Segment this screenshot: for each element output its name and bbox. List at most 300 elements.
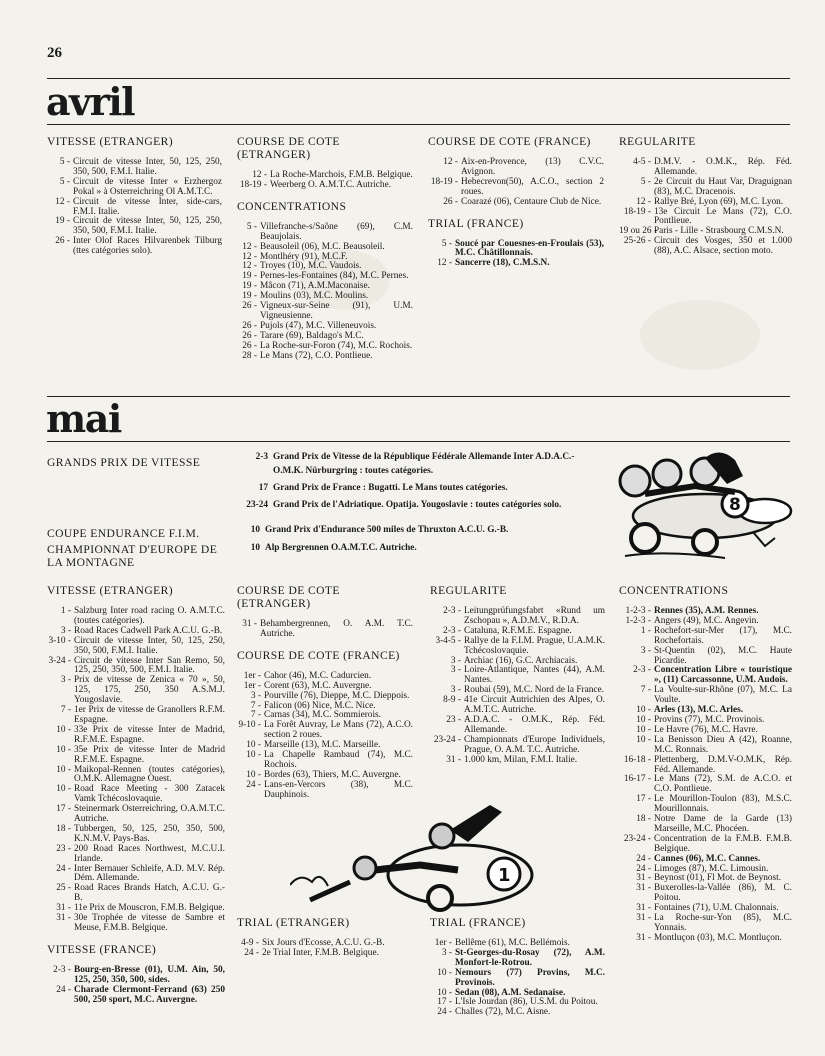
gp-list: [238, 450, 604, 515]
month-title-april: avril: [46, 79, 135, 124]
entry-row: [619, 627, 792, 647]
month-title-may: mai: [46, 396, 121, 441]
entry-row: [619, 795, 792, 815]
section-heading: TRIAL (FRANCE): [430, 916, 526, 929]
svg-text:1: 1: [498, 865, 511, 886]
entry-row: [47, 637, 225, 657]
entry-date: 31 -: [636, 883, 651, 894]
entry-date: 18-19 -: [623, 206, 651, 217]
entry-text: Plettenberg, D.M.V-O.M.K, Rép. Féd. Allemande.: [654, 754, 792, 775]
entry-text: Le Mourillon-Toulon (83), M.S.C. Mourillonnais.: [654, 794, 792, 815]
entry-row: [619, 178, 792, 198]
entry-date: 23-24 -: [623, 833, 651, 844]
entry-text: Montlhéry (91), M.C.F.: [260, 251, 348, 262]
may-col-4: [619, 584, 792, 944]
april-rule: [47, 124, 790, 125]
entry-text: Road Races Cadwell Park A.C.U. G.-B.: [74, 625, 223, 636]
entry-text: Buxerolles-la-Vallée (86), M. C. Poitou.: [654, 883, 792, 904]
entry-date: 10 -: [437, 987, 452, 998]
entry-date: 24 -: [246, 779, 261, 790]
may-rule: [47, 441, 790, 442]
entry-date: 3 -: [441, 947, 452, 958]
entry-text: Arles (13), M.C. Arles.: [654, 705, 744, 716]
entry-text: Hebecrevon(50), A.C.O., section 2 roues.: [461, 176, 604, 197]
entry-row: [619, 835, 792, 855]
entry-text: Sedan (08), A.M. Sedanaise.: [455, 987, 566, 998]
entry-text: La Forêt Auvray, Le Mans (72), A.C.O. section 2 roues.: [264, 720, 413, 741]
entry-text: 13e Circuit Le Mans (72), C.O. Pontlieue.: [654, 206, 792, 227]
entry-row: [430, 736, 605, 756]
entry-row: [619, 237, 792, 257]
section-heading: TRIAL (FRANCE): [428, 216, 524, 230]
entry-text: Road Races Brands Hatch, A.C.U. G.-B.: [74, 883, 225, 904]
entry-date: 19 -: [55, 216, 70, 227]
entry-date: 10 -: [636, 714, 651, 725]
entry-text: Beausoleil (06), M.C. Beausoleil.: [260, 241, 385, 252]
entry-date: 1-2-3 -: [625, 606, 651, 616]
entry-list: [47, 158, 222, 257]
entry-date: 17: [258, 483, 268, 493]
april-col-2: [237, 135, 413, 362]
motorcycle-illustration: [290, 790, 550, 915]
entry-date: 3-24 -: [48, 655, 71, 666]
entry-date: 1-2-3 -: [625, 615, 651, 626]
entry-date: 1er -: [243, 670, 261, 681]
april-col-4: [619, 135, 792, 257]
entry-text: Salzburg Inter road racing O. A.M.T.C. (toutes catégories).: [74, 606, 225, 626]
entry-row: [47, 158, 222, 178]
entry-text: D.M.V. - O.M.K., Rép. Féd. Allemande.: [654, 157, 792, 177]
entry-date: 17 -: [636, 794, 651, 805]
entry-date: 9-10 -: [238, 720, 261, 731]
entry-list: [619, 607, 792, 944]
entry-text: Pernes-les-Fontaines (84), M.C. Pernes.: [260, 271, 409, 282]
entry-text: Circuit de vitesse Inter, 50, 125, 250, 350, 500, F.M.I. Italie.: [74, 635, 225, 656]
entry-date: 12 -: [636, 196, 651, 207]
entry-text: 30e Trophée de vitesse de Sambre et Meuse, F.M.B. Belgique.: [74, 913, 225, 933]
entry-row: [619, 884, 792, 904]
entry-text: Maikopal-Rennen (toutes catégories), O.M.K. Allemagne Ouest.: [74, 764, 225, 785]
section-heading: CONCENTRATIONS: [237, 199, 347, 213]
entry-row: [237, 949, 413, 959]
entry-date: 3 -: [640, 645, 651, 656]
entry-row: [238, 481, 604, 495]
entry-date: 10 -: [636, 734, 651, 745]
entry-date: 12 -: [242, 261, 257, 272]
entry-date: 17 -: [437, 997, 452, 1008]
entry-text: La Chapelle Rambaud (74), M.C. Rochois.: [264, 750, 413, 770]
entry-date: 7 -: [60, 705, 71, 716]
entry-row: [47, 676, 225, 706]
section-heading: TRIAL (ETRANGER): [237, 916, 350, 929]
entry-date: 31 -: [56, 903, 71, 914]
section-heading: REGULARITE: [430, 584, 507, 597]
entry-date: 10 -: [56, 724, 71, 735]
entry-date: 18-19 -: [239, 179, 267, 190]
section-heading: VITESSE (ETRANGER): [47, 135, 174, 148]
entry-date: 5 -: [59, 176, 70, 187]
entry-row: [47, 766, 225, 786]
entry-row: [47, 966, 225, 986]
entry-row: [237, 751, 413, 771]
entry-text: Circuit de vitesse Inter San Remo, 50, 125, 250, 350, 500, F.M.I. Italie.: [74, 655, 225, 676]
entry-list: [619, 158, 792, 257]
april-col-1: [47, 135, 222, 257]
section-heading: COURSE DE COTE (FRANCE): [428, 135, 591, 148]
entry-text: Inter Olof Races Hilvarenbek Tilburg (ttes catégories solo).: [73, 236, 222, 257]
entry-date: 19 ou 26 -: [619, 226, 657, 237]
entry-date: 2-3: [255, 452, 268, 462]
entry-text: Provins (77), M.C. Provinois.: [654, 714, 765, 725]
entry-date: 31 -: [242, 619, 257, 629]
entry-date: 7 -: [640, 685, 651, 696]
entry-text: Championnats d'Europe Individuels, Prague, O. A.M. T.C. Autriche.: [464, 734, 605, 755]
entry-date: 1 -: [640, 625, 651, 636]
entry-text: Grand Prix de France : Bugatti. Le Mans toutes catégories.: [273, 483, 508, 493]
section-heading: COURSE DE COTE (ETRANGER): [237, 584, 340, 610]
entry-text: Grand Prix de Vitesse de la République Fédérale Allemande Inter A.D.A.C.-O.M.K. Nürburgring : toutes catégories.: [273, 452, 575, 476]
entry-text: Road Race Meeting - 300 Zatacek Vamk Tchécoslovaquie.: [74, 784, 225, 805]
entry-text: Circuit des Vosges, 350 et 1.000 (88), A.C. Alsace, section moto.: [654, 236, 792, 257]
entry-row: [428, 198, 604, 208]
entry-date: 28 -: [242, 350, 257, 361]
entry-row: [238, 450, 604, 478]
entry-date: 19 -: [242, 281, 257, 292]
entry-date: 25 -: [56, 883, 71, 894]
page-number: 26: [47, 45, 62, 61]
entry-row: [428, 178, 604, 198]
entry-date: 10 -: [56, 784, 71, 795]
entry-date: 12 -: [443, 157, 458, 167]
entry-date: 4-9 -: [241, 938, 259, 948]
entry-date: 26 -: [242, 330, 257, 341]
entry-date: 19 -: [242, 291, 257, 302]
entry-date: 10: [250, 543, 260, 553]
entry-date: 8-9 -: [443, 695, 461, 706]
entry-date: 2-3 -: [443, 606, 461, 616]
entry-text: Aix-en-Provence, (13) C.V.C. Avignon.: [461, 157, 604, 177]
entry-text: Prix de vitesse de Zenica « 70 », 50, 125, 175, 250, 350 A.S.M.J. Yougoslavie.: [74, 675, 225, 706]
entry-row: [47, 746, 225, 766]
entry-date: 26 -: [443, 196, 458, 207]
entry-text: Le Mans (72), C.O. Pontlieue.: [260, 350, 373, 361]
entry-row: [619, 736, 792, 756]
entry-text: Notre Dame de la Garde (13) Marseille, M.C. Phocéen.: [654, 814, 792, 834]
entry-row: [430, 1008, 605, 1018]
entry-row: [619, 756, 792, 776]
entry-text: Pourville (76), Dieppe, M.C. Dieppois.: [264, 690, 410, 701]
montagne-row: [238, 541, 598, 555]
entry-date: 10 -: [636, 705, 651, 716]
entry-row: [237, 302, 413, 322]
endurance-row: [238, 523, 598, 537]
entry-text: 2e Circuit du Haut Var, Draguignan (83), M.C. Dracenois.: [654, 176, 792, 197]
entry-row: [619, 934, 792, 944]
entry-date: 24 -: [636, 863, 651, 874]
entry-date: 26 -: [55, 236, 70, 247]
svg-text:8: 8: [729, 495, 741, 515]
entry-text: Fontaines (71), U.M. Chalonnais.: [654, 903, 779, 914]
entry-date: 12 -: [437, 258, 452, 269]
entry-date: 10 -: [246, 740, 261, 751]
section-heading: CHAMPIONNAT D'EUROPE DE LA MONTAGNE: [47, 543, 218, 569]
may-col-3: [430, 584, 605, 766]
entry-date: 2-3 -: [53, 964, 71, 975]
entry-date: 10 -: [56, 744, 71, 755]
entry-row: [47, 986, 225, 1006]
entry-text: Loire-Atlantique, Nantes (44), A.M. Nantes.: [464, 665, 605, 686]
entry-text: 41e Circuit Autrichien des Alpes, O. A.M.T.C. Autriche.: [464, 695, 605, 716]
entry-row: [619, 914, 792, 934]
entry-text: Concentration Libre « touristique », (11) Carcassonne, U.M. Audois.: [654, 665, 792, 686]
entry-date: 23-24 -: [433, 734, 461, 745]
entry-row: [47, 825, 225, 845]
entry-text: Montluçon (03), M.C. Montluçon.: [654, 932, 782, 943]
entry-text: Bellême (61), M.C. Bellémois.: [455, 938, 570, 948]
entry-date: 3-4-5 -: [435, 635, 461, 646]
entry-date: 3 -: [60, 675, 71, 686]
entry-text: 1er Prix de vitesse de Granollers R.F.M. Espagne.: [74, 705, 225, 725]
entry-text: Concentration de la F.M.B. F.M.B. Belgique.: [654, 833, 792, 854]
entry-list: [237, 223, 413, 362]
entry-text: Alp Bergrennen O.A.M.T.C. Autriche.: [265, 543, 417, 553]
entry-date: 23-24: [246, 500, 268, 510]
entry-date: 31 -: [446, 754, 461, 765]
entry-list: [430, 607, 605, 766]
entry-text: 11e Prix de Mouscron, F.M.B. Belgique.: [74, 903, 225, 914]
entry-date: 3 -: [250, 690, 261, 701]
entry-date: 24 -: [56, 984, 71, 995]
entry-row: [238, 498, 604, 512]
entry-date: 23 -: [56, 843, 71, 854]
entry-date: 31 -: [636, 913, 651, 924]
entry-text: Soucé par Couesnes-en-Froulais (53), M.C. Châtillonnais.: [455, 238, 604, 259]
entry-text: Moulins (03), M.C. Moulins.: [260, 291, 369, 302]
entry-text: Villefranche-s/Saône (69), C.M. Beaujolais.: [260, 221, 413, 242]
section-heading: VITESSE (ETRANGER): [47, 584, 174, 597]
entry-row: [430, 969, 605, 989]
entry-date: 24 -: [437, 1007, 452, 1018]
entry-date: 10: [250, 525, 260, 535]
entry-row: [619, 208, 792, 228]
entry-row: [47, 884, 225, 904]
entry-text: A.D.A.C. - O.M.K., Rép. Féd. Allemande.: [464, 714, 605, 735]
entry-date: 10 -: [246, 750, 261, 761]
entry-row: [237, 181, 413, 191]
section-heading: VITESSE (FRANCE): [47, 942, 157, 956]
entry-list: [428, 240, 604, 270]
entry-text: Limoges (87), M.C. Limousin.: [654, 863, 769, 874]
entry-text: Six Jours d'Ecosse, A.C.U. G.-B.: [262, 938, 385, 948]
entry-text: Angers (49), M.C. Angevin.: [654, 615, 759, 626]
entry-date: 2-3 -: [633, 665, 651, 676]
may-col-2: [237, 584, 413, 801]
entry-text: L'Isle Jourdan (86), U.S.M. du Poitou.: [455, 997, 598, 1008]
entry-date: 18 -: [56, 823, 71, 834]
entry-date: 23 -: [446, 714, 461, 725]
entry-date: 12 -: [55, 196, 70, 207]
entry-text: Behambergrennen, O. A.M. T.C. Autriche.: [260, 619, 413, 639]
entry-list: [237, 939, 413, 959]
entry-text: Lans-en-Vercors (38), M.C. Dauphinois.: [264, 779, 413, 800]
entry-text: La Roche-sur-Foron (74), M.C. Rochois.: [260, 340, 413, 351]
entry-text: Charade Clermont-Ferrand (63) 250 500, 250 sport, M.C. Auvergne.: [74, 984, 225, 1005]
entry-date: 10 -: [437, 967, 452, 978]
entry-date: 31 -: [56, 913, 71, 924]
entry-date: 3 -: [450, 685, 461, 696]
entry-text: Corent (63), M.C. Auvergne.: [264, 680, 372, 691]
entry-date: 24 -: [56, 863, 71, 874]
entry-row: [430, 949, 605, 969]
entry-text: Le Mans (72), S.M. de A.C.O. et C.O. Pontlieue.: [654, 774, 792, 795]
entry-row: [47, 237, 222, 257]
entry-row: [47, 217, 222, 237]
entry-text: Marseille (13), M.C. Marseille.: [264, 740, 381, 751]
entry-text: Rochefort-sur-Mer (17), M.C. Rochefortais.: [654, 625, 792, 646]
entry-row: [237, 620, 413, 640]
entry-row: [430, 607, 605, 627]
entry-date: 1 -: [60, 606, 71, 616]
entry-date: 16-18 -: [623, 754, 651, 765]
entry-date: 3 -: [60, 625, 71, 636]
entry-text: Grand Prix de l'Adriatique. Opatija. Yougoslavie : toutes catégories solo.: [273, 500, 562, 510]
entry-date: 5 -: [640, 176, 651, 187]
entry-date: 3 -: [450, 655, 461, 666]
entry-date: 12 -: [252, 170, 267, 180]
entry-date: 16-17 -: [623, 774, 651, 785]
entry-date: 26 -: [242, 320, 257, 331]
april-col-3: [428, 135, 604, 269]
entry-text: Steinermark Osterreichring, O.A.M.T.C. Autriche.: [74, 804, 225, 825]
entry-text: Circuit de vitesse Inter, 50, 125, 250, 350, 500, F.M.I. Italie.: [73, 216, 222, 237]
entry-list: [47, 966, 225, 1006]
entry-text: Cataluna, R.F.M.E. Espagne.: [464, 625, 572, 636]
entry-text: Mâcon (71), A.M.Maconaise.: [260, 281, 370, 292]
entry-date: 26 -: [242, 340, 257, 351]
entry-text: Vigneux-sur-Seine (91), U.M. Vigneusienne.: [260, 301, 413, 321]
entry-list: [237, 620, 413, 640]
entry-text: Challes (72), M.C. Aisne.: [455, 1007, 551, 1018]
entry-text: Circuit de vitesse Inter, 50, 125, 250, 350, 500, F.M.I. Italie.: [73, 157, 222, 177]
entry-row: [619, 158, 792, 178]
entry-row: [47, 726, 225, 746]
section-heading: GRANDS PRIX DE VITESSE: [47, 456, 201, 469]
entry-row: [237, 223, 413, 243]
entry-date: 1er -: [434, 938, 452, 948]
entry-text: Tarare (69), Baldago's M.C.: [260, 330, 364, 341]
entry-text: Circuit de vitesse Inter, side-cars, F.M.I. Italie.: [73, 196, 222, 217]
entry-text: Bordes (63), Thiers, M.C. Auvergne.: [264, 769, 401, 780]
entry-date: 7 -: [250, 700, 261, 711]
entry-date: 18 -: [636, 814, 651, 825]
entry-text: Cahor (46), M.C. Cadurcien.: [264, 670, 372, 681]
entry-text: Sancerre (18), C.M.S.N.: [455, 258, 550, 269]
entry-text: Falicon (06) Nice, M.C. Nice.: [264, 700, 376, 711]
entry-text: 35e Prix de vitesse Inter de Madrid R.F.M.E. Espagne.: [74, 744, 225, 765]
entry-row: [428, 240, 604, 260]
entry-row: [47, 657, 225, 677]
entry-row: [47, 805, 225, 825]
entry-text: Beynost (01), Fl Mot. de Beynost.: [654, 873, 782, 884]
entry-text: 2e Trial Inter, F.M.B. Belgique.: [262, 947, 379, 958]
entry-text: Inter Bernauer Schleife, A.D. M.V. Rép. Dém. Allemande.: [74, 863, 225, 884]
entry-text: Archiac (16), G.C. Archiacais.: [464, 655, 578, 666]
entry-row: [619, 775, 792, 795]
entry-row: [428, 259, 604, 269]
entry-row: [47, 198, 222, 218]
entry-date: 4-5 -: [633, 157, 651, 167]
entry-row: [619, 647, 792, 667]
entry-date: 31 -: [636, 903, 651, 914]
entry-text: Nemours (77) Provins, M.C. Provinois.: [455, 967, 605, 988]
top-rule: [47, 78, 790, 79]
entry-text: Pujols (47), M.C. Villeneuvois.: [260, 320, 377, 331]
entry-text: Weerberg O. A.M.T.C. Autriche.: [270, 179, 392, 190]
entry-date: 31 -: [636, 873, 651, 884]
entry-date: 3-10 -: [48, 635, 71, 646]
section-heading: COUPE ENDURANCE F.I.M.: [47, 527, 200, 540]
entry-row: [47, 706, 225, 726]
entry-row: [47, 178, 222, 198]
entry-row: [47, 865, 225, 885]
entry-list: [47, 607, 225, 934]
entry-text: Grand Prix d'Endurance 500 miles de Thruxton A.C.U. G.-B.: [265, 525, 509, 535]
entry-date: 18-19 -: [430, 176, 458, 187]
may-col-1: [47, 584, 225, 1006]
may-col-3b: [430, 916, 605, 1018]
entry-row: [430, 666, 605, 686]
entry-row: [619, 666, 792, 686]
entry-text: Le Havre (76), M.C. Havre.: [654, 724, 758, 735]
entry-row: [430, 716, 605, 736]
entry-date: 26 -: [242, 301, 257, 312]
entry-date: 5 -: [246, 221, 257, 232]
entry-date: 10 -: [56, 764, 71, 775]
entry-text: Rallye Bré, Lyon (69), M.C. Lyon.: [654, 196, 784, 207]
may-top-rule: [47, 396, 790, 397]
entry-date: 5 -: [59, 157, 70, 167]
entry-date: 25-26 -: [623, 236, 651, 247]
entry-text: 1.000 km, Milan, F.M.I. Italie.: [464, 754, 578, 765]
section-heading: COURSE DE COTE (ETRANGER): [237, 135, 340, 161]
entry-row: [619, 686, 792, 706]
entry-row: [430, 756, 605, 766]
entry-row: [47, 845, 225, 865]
entry-row: [47, 607, 225, 627]
sidecar-illustration: [605, 446, 800, 571]
entry-text: Cannes (06), M.C. Cannes.: [654, 853, 761, 864]
entry-date: 24 -: [636, 853, 651, 864]
entry-text: La Voulte-sur-Rhône (07), M.C. La Voulte.: [654, 685, 792, 706]
entry-text: Tubbergen, 50, 125, 250, 350, 500, K.N.M.V. Pays-Bas.: [74, 823, 225, 844]
entry-list: [237, 171, 413, 191]
entry-date: 10 -: [636, 724, 651, 735]
entry-date: 1er -: [243, 680, 261, 691]
may-col-2b: [237, 916, 413, 959]
entry-date: 19 -: [242, 271, 257, 282]
entry-list: [428, 158, 604, 208]
entry-row: [430, 637, 605, 657]
entry-date: 12 -: [242, 241, 257, 252]
section-heading: COURSE DE COTE (FRANCE): [237, 648, 400, 662]
entry-text: Coarazé (06), Centaure Club de Nice.: [461, 196, 602, 207]
entry-text: La Roche-sur-Yon (85), M.C. Yonnais.: [654, 913, 792, 933]
entry-date: 17 -: [56, 804, 71, 815]
entry-text: Rennes (35), A.M. Rennes.: [654, 606, 759, 616]
entry-text: Rallye de la F.I.M. Prague, U.A.M.K. Tchécoslovaquie.: [464, 635, 605, 656]
entry-date: 5 -: [441, 238, 452, 249]
entry-text: St-Quentin (02), M.C. Haute Picardie.: [654, 645, 792, 666]
